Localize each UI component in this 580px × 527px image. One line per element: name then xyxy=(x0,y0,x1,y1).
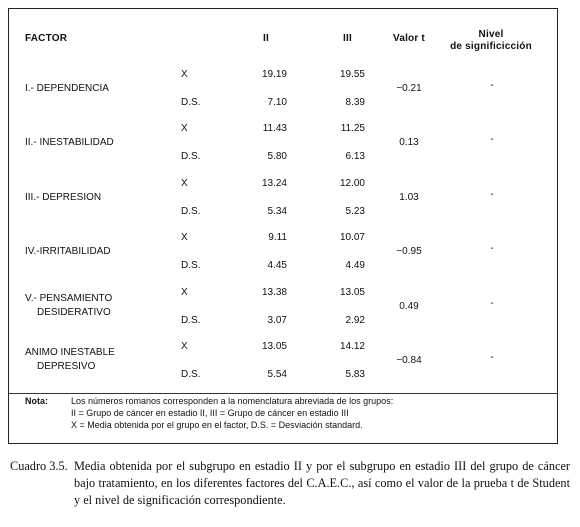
caption-label: Cuadro 3.5. xyxy=(10,459,68,473)
mean-group-iii: 12.00 xyxy=(339,177,365,189)
stat-label-x: X xyxy=(181,286,188,298)
sd-group-iii: 4.49 xyxy=(345,260,365,272)
sd-group-iii: 6.13 xyxy=(345,151,365,163)
mean-group-ii: 13.05 xyxy=(261,341,287,352)
sd-group-iii: 8.39 xyxy=(345,97,365,108)
sd-group-ii: 3.07 xyxy=(267,314,287,326)
stat-label-ds: D.S. xyxy=(181,151,201,163)
t-value: −0.21 xyxy=(396,83,422,94)
stat-label-ds: D.S. xyxy=(181,369,201,380)
header-valor-t: Valor t xyxy=(393,33,425,44)
mean-group-iii: 14.12 xyxy=(339,341,365,352)
stat-label-ds: D.S. xyxy=(181,205,201,217)
t-value: 0.13 xyxy=(399,137,419,149)
mean-group-ii: 11.43 xyxy=(262,123,287,135)
mean-group-ii: 9.11 xyxy=(268,232,287,244)
mean-group-iii: 10.07 xyxy=(339,232,365,244)
mean-group-ii: 13.24 xyxy=(261,177,287,189)
sd-group-ii: 5.80 xyxy=(267,151,287,163)
stat-label-x: X xyxy=(181,123,188,135)
mean-group-ii: 13.38 xyxy=(261,286,287,298)
stat-label-x: X xyxy=(181,232,188,244)
sd-group-iii: 5.83 xyxy=(345,369,365,380)
significance-level: - xyxy=(490,188,494,200)
mean-group-iii: 13.05 xyxy=(339,286,365,298)
note-line-1: Los números romanos corresponden a la nomenclatura abreviada de los grupos: xyxy=(71,396,394,406)
header-group-iii: III xyxy=(343,33,352,44)
factor-name: III.- DEPRESION xyxy=(25,191,102,203)
note-divider xyxy=(9,393,557,394)
stat-label-ds: D.S. xyxy=(181,97,201,108)
stat-label-x: X xyxy=(181,69,188,80)
sd-group-iii: 2.92 xyxy=(345,314,365,326)
significance-level: - xyxy=(490,297,494,309)
factor-name: ANIMO INESTABLE xyxy=(25,347,115,358)
note-label: Nota: xyxy=(25,396,48,406)
factor-name: IV.-IRRITABILIDAD xyxy=(25,246,111,258)
sd-group-ii: 7.10 xyxy=(267,97,287,108)
header-nivel-line1: Nivel xyxy=(478,29,504,40)
stat-label-x: X xyxy=(181,341,188,352)
header-group-ii: II xyxy=(263,33,269,44)
header-factor: FACTOR xyxy=(25,33,68,44)
caption-text: Media obtenida por el subgrupo en estadio II y por el subgrupo en estadio III del grupo de cáncer bajo tratamiento, en los diferentes factores del C.A.E.C., así como el valor de la prueba t de Student y el nivel de significación correspondiente. xyxy=(74,459,570,507)
header-nivel-line2: de significicción xyxy=(450,41,532,52)
factor-name-cont: DEPRESIVO xyxy=(37,361,96,372)
results-table xyxy=(8,8,558,444)
significance-level: - xyxy=(490,134,494,146)
factor-name: I.- DEPENDENCIA xyxy=(25,83,109,94)
note-line-2: II = Grupo de cáncer en estadio II, III = Grupo de cáncer en estadio III xyxy=(71,408,349,418)
significance-level: - xyxy=(490,80,494,91)
t-value: −0.84 xyxy=(396,355,422,366)
factor-name: II.- INESTABILIDAD xyxy=(25,137,114,149)
factor-name: V.- PENSAMIENTO xyxy=(25,292,113,304)
sd-group-iii: 5.23 xyxy=(345,205,365,217)
stat-label-ds: D.S. xyxy=(181,260,201,272)
mean-group-iii: 11.25 xyxy=(340,123,365,135)
factor-name-cont: DESIDERATIVO xyxy=(37,306,111,318)
t-value: 1.03 xyxy=(399,191,419,203)
t-value: 0.49 xyxy=(399,300,419,312)
significance-level: - xyxy=(490,352,494,363)
stat-label-ds: D.S. xyxy=(181,314,201,326)
mean-group-iii: 19.55 xyxy=(339,69,365,80)
sd-group-ii: 5.54 xyxy=(267,369,287,380)
significance-level: - xyxy=(490,243,494,255)
sd-group-ii: 5.34 xyxy=(267,205,287,217)
stat-label-x: X xyxy=(181,177,188,189)
note-line-3: X = Media obtenida por el grupo en el factor, D.S. = Desviación standard. xyxy=(71,420,363,430)
sd-group-ii: 4.45 xyxy=(267,260,287,272)
t-value: −0.95 xyxy=(396,246,422,258)
header-nivel xyxy=(445,29,537,53)
mean-group-ii: 19.19 xyxy=(261,69,287,80)
